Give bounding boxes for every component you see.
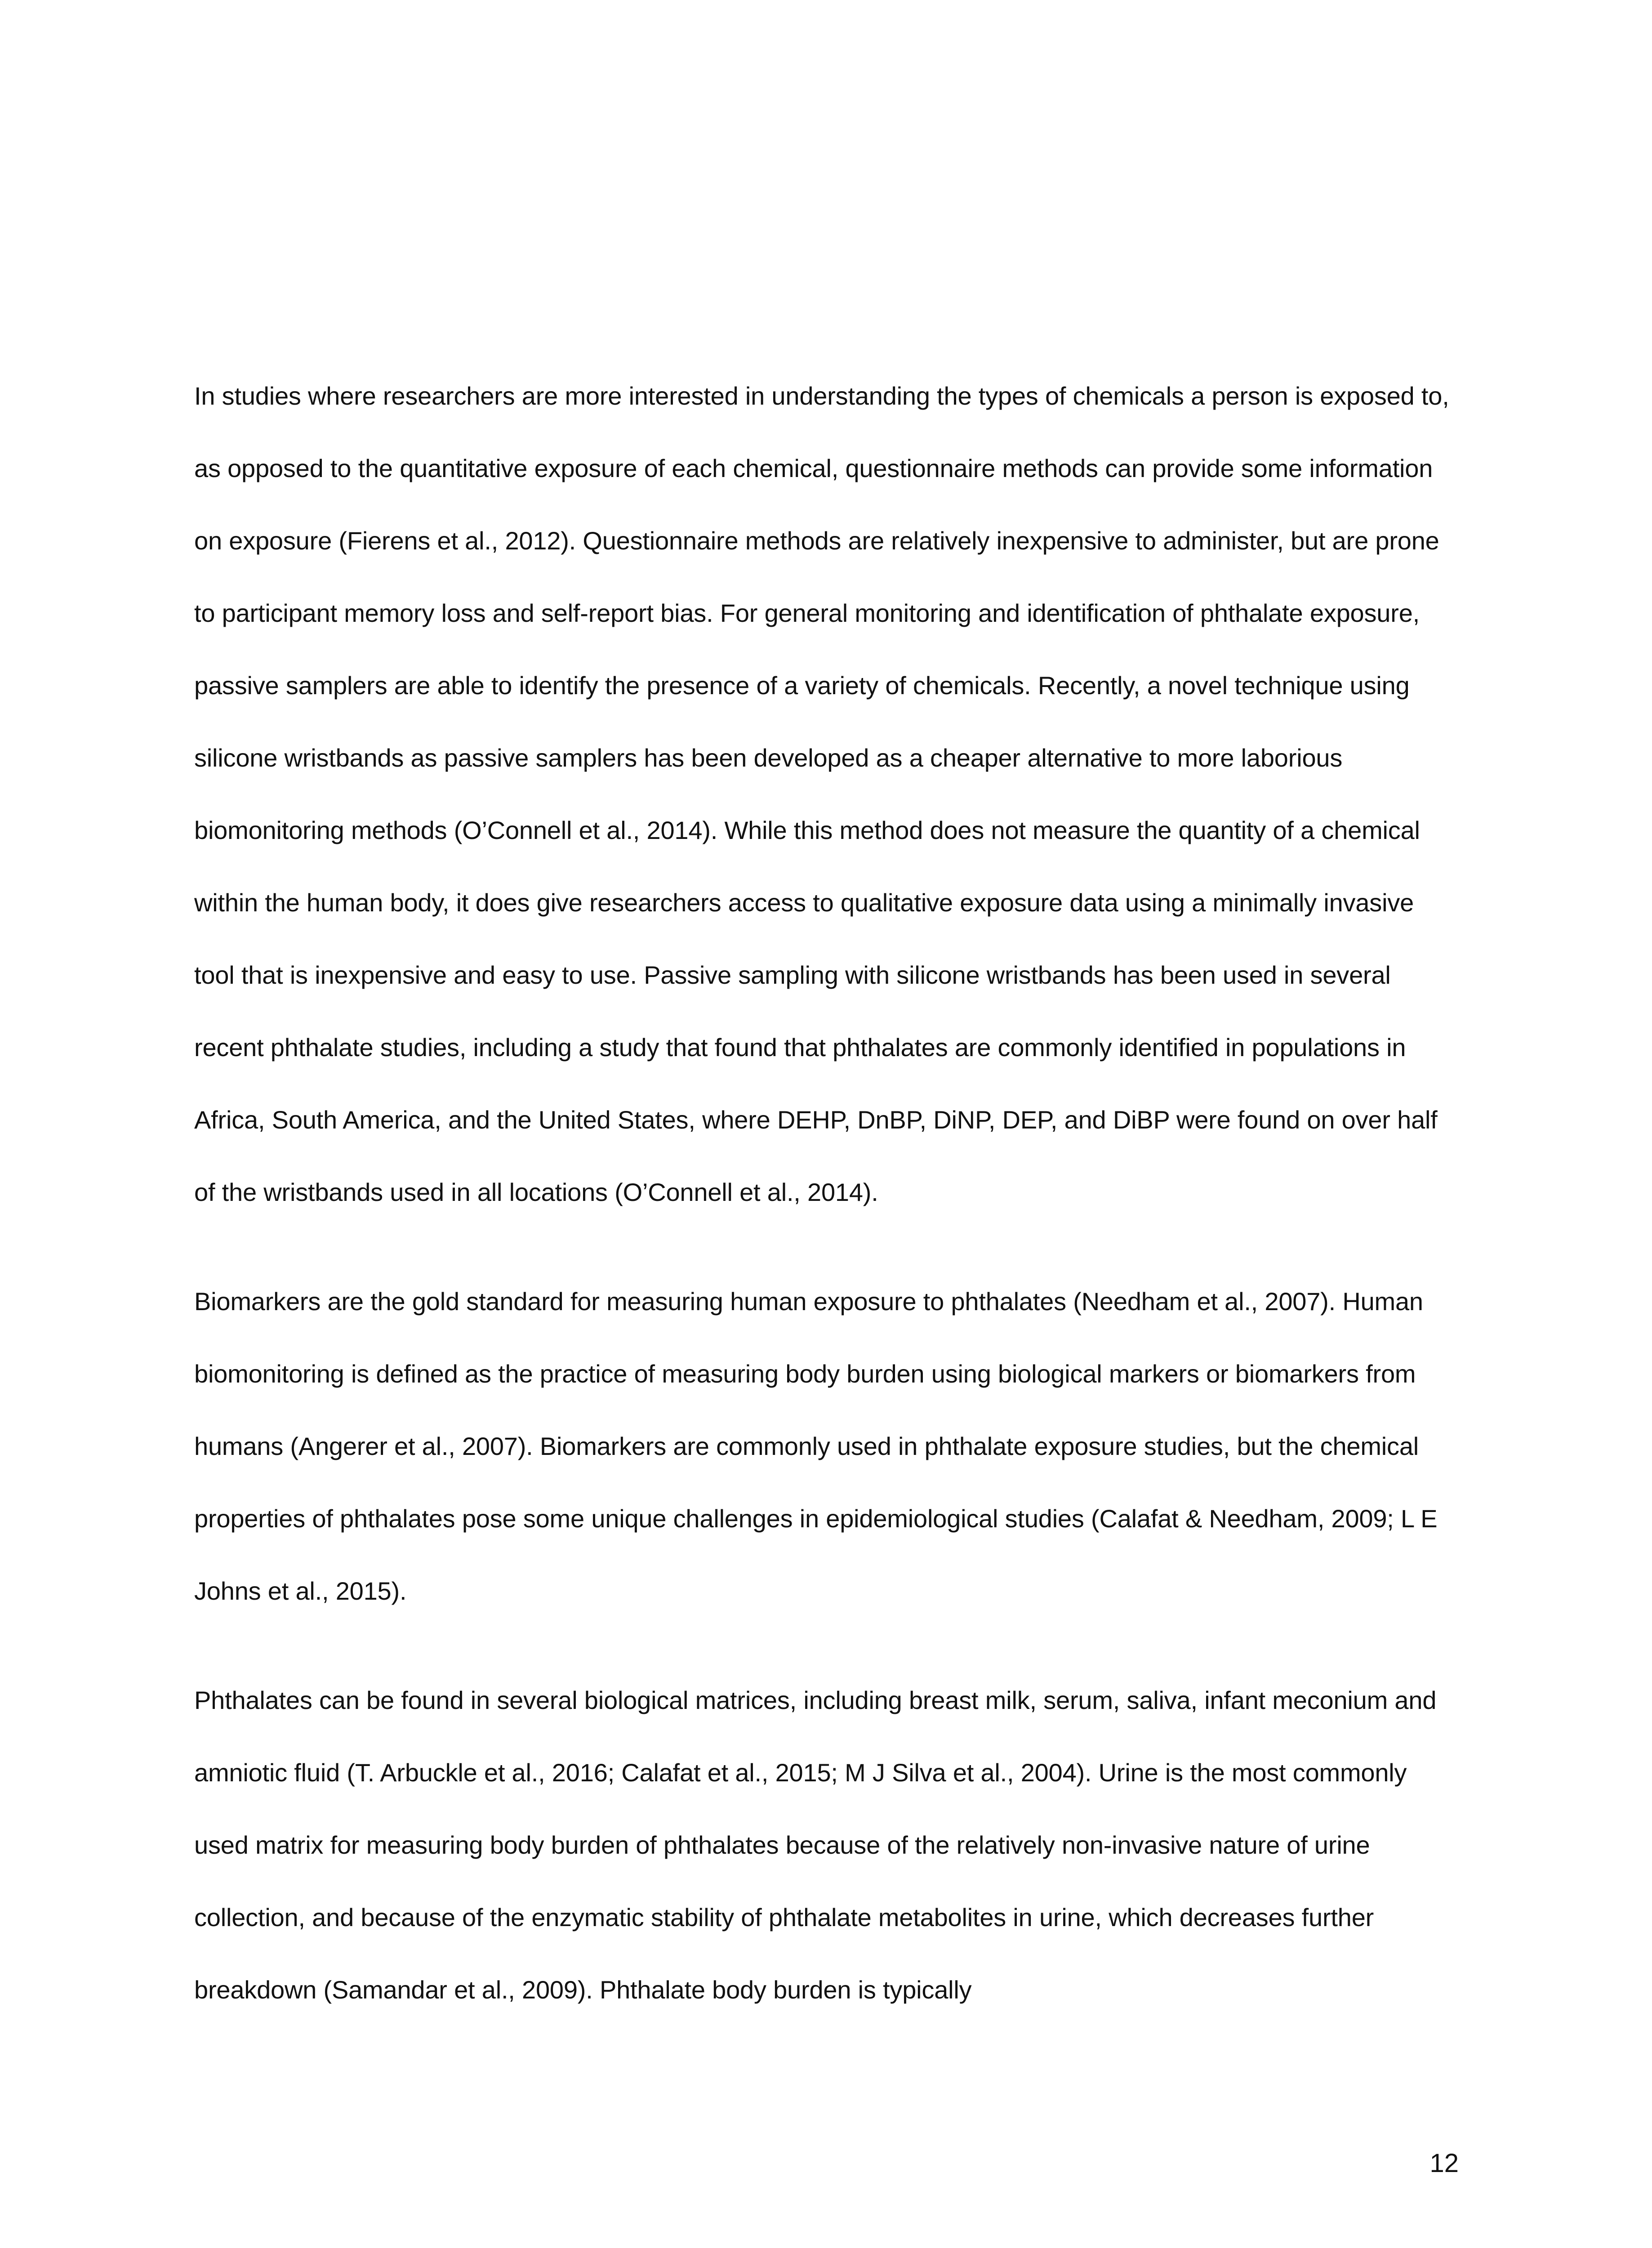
body-text [194, 360, 1457, 2026]
page-number: 12 [1429, 2149, 1459, 2178]
paragraph-questionnaire-passive-samplers: In studies where researchers are more interested in understanding the types of chemicals a person is exposed to, as opposed to the quantitative exposure of each chemical, questionnaire methods can provide some information on exposure (Fierens et al., 2012). Questionnaire methods are relatively inexpensive to administer, but are prone to participant memory loss and self-report bias. For general monitoring and identification of phthalate exposure, passive samplers are able to identify the presence of a variety of chemicals. Recently, a novel technique using silicone wristbands as passive samplers has been developed as a cheaper alternative to more laborious biomonitoring methods (O’Connell et al., 2014). While this method does not measure the quantity of a chemical within the human body, it does give researchers access to qualitative exposure data using a minimally invasive tool that is inexpensive and easy to use. Passive sampling with silicone wristbands has been used in several recent phthalate studies, including a study that found that phthalates are commonly identified in populations in Africa, South America, and the United States, where DEHP, DnBP, DiNP, DEP, and DiBP were found on over half of the wristbands used in all locations (O’Connell et al., 2014). [194, 382, 1449, 1206]
paragraph-biological-matrices: Phthalates can be found in several biological matrices, including breast milk, serum, saliva, infant meconium and amniotic fluid (T. Arbuckle et al., 2016; Calafat et al., 2015; M J Silva et al., 2004). Urine is the most commonly used matrix for measuring body burden of phthalates because of the relatively non-invasive nature of urine collection, and because of the enzymatic stability of phthalate metabolites in urine, which decreases further breakdown (Samandar et al., 2009). Phthalate body burden is typically [194, 1686, 1437, 2004]
paragraph-biomarkers: Biomarkers are the gold standard for measuring human exposure to phthalates (Needham et al., 2007). Human biomonitoring is defined as the practice of measuring body burden using biological markers or biomarkers from humans (Angerer et al., 2007). Biomarkers are commonly used in phthalate exposure studies, but the chemical properties of phthalates pose some unique challenges in epidemiological studies (Calafat & Needham, 2009; L E Johns et al., 2015). [194, 1287, 1438, 1605]
